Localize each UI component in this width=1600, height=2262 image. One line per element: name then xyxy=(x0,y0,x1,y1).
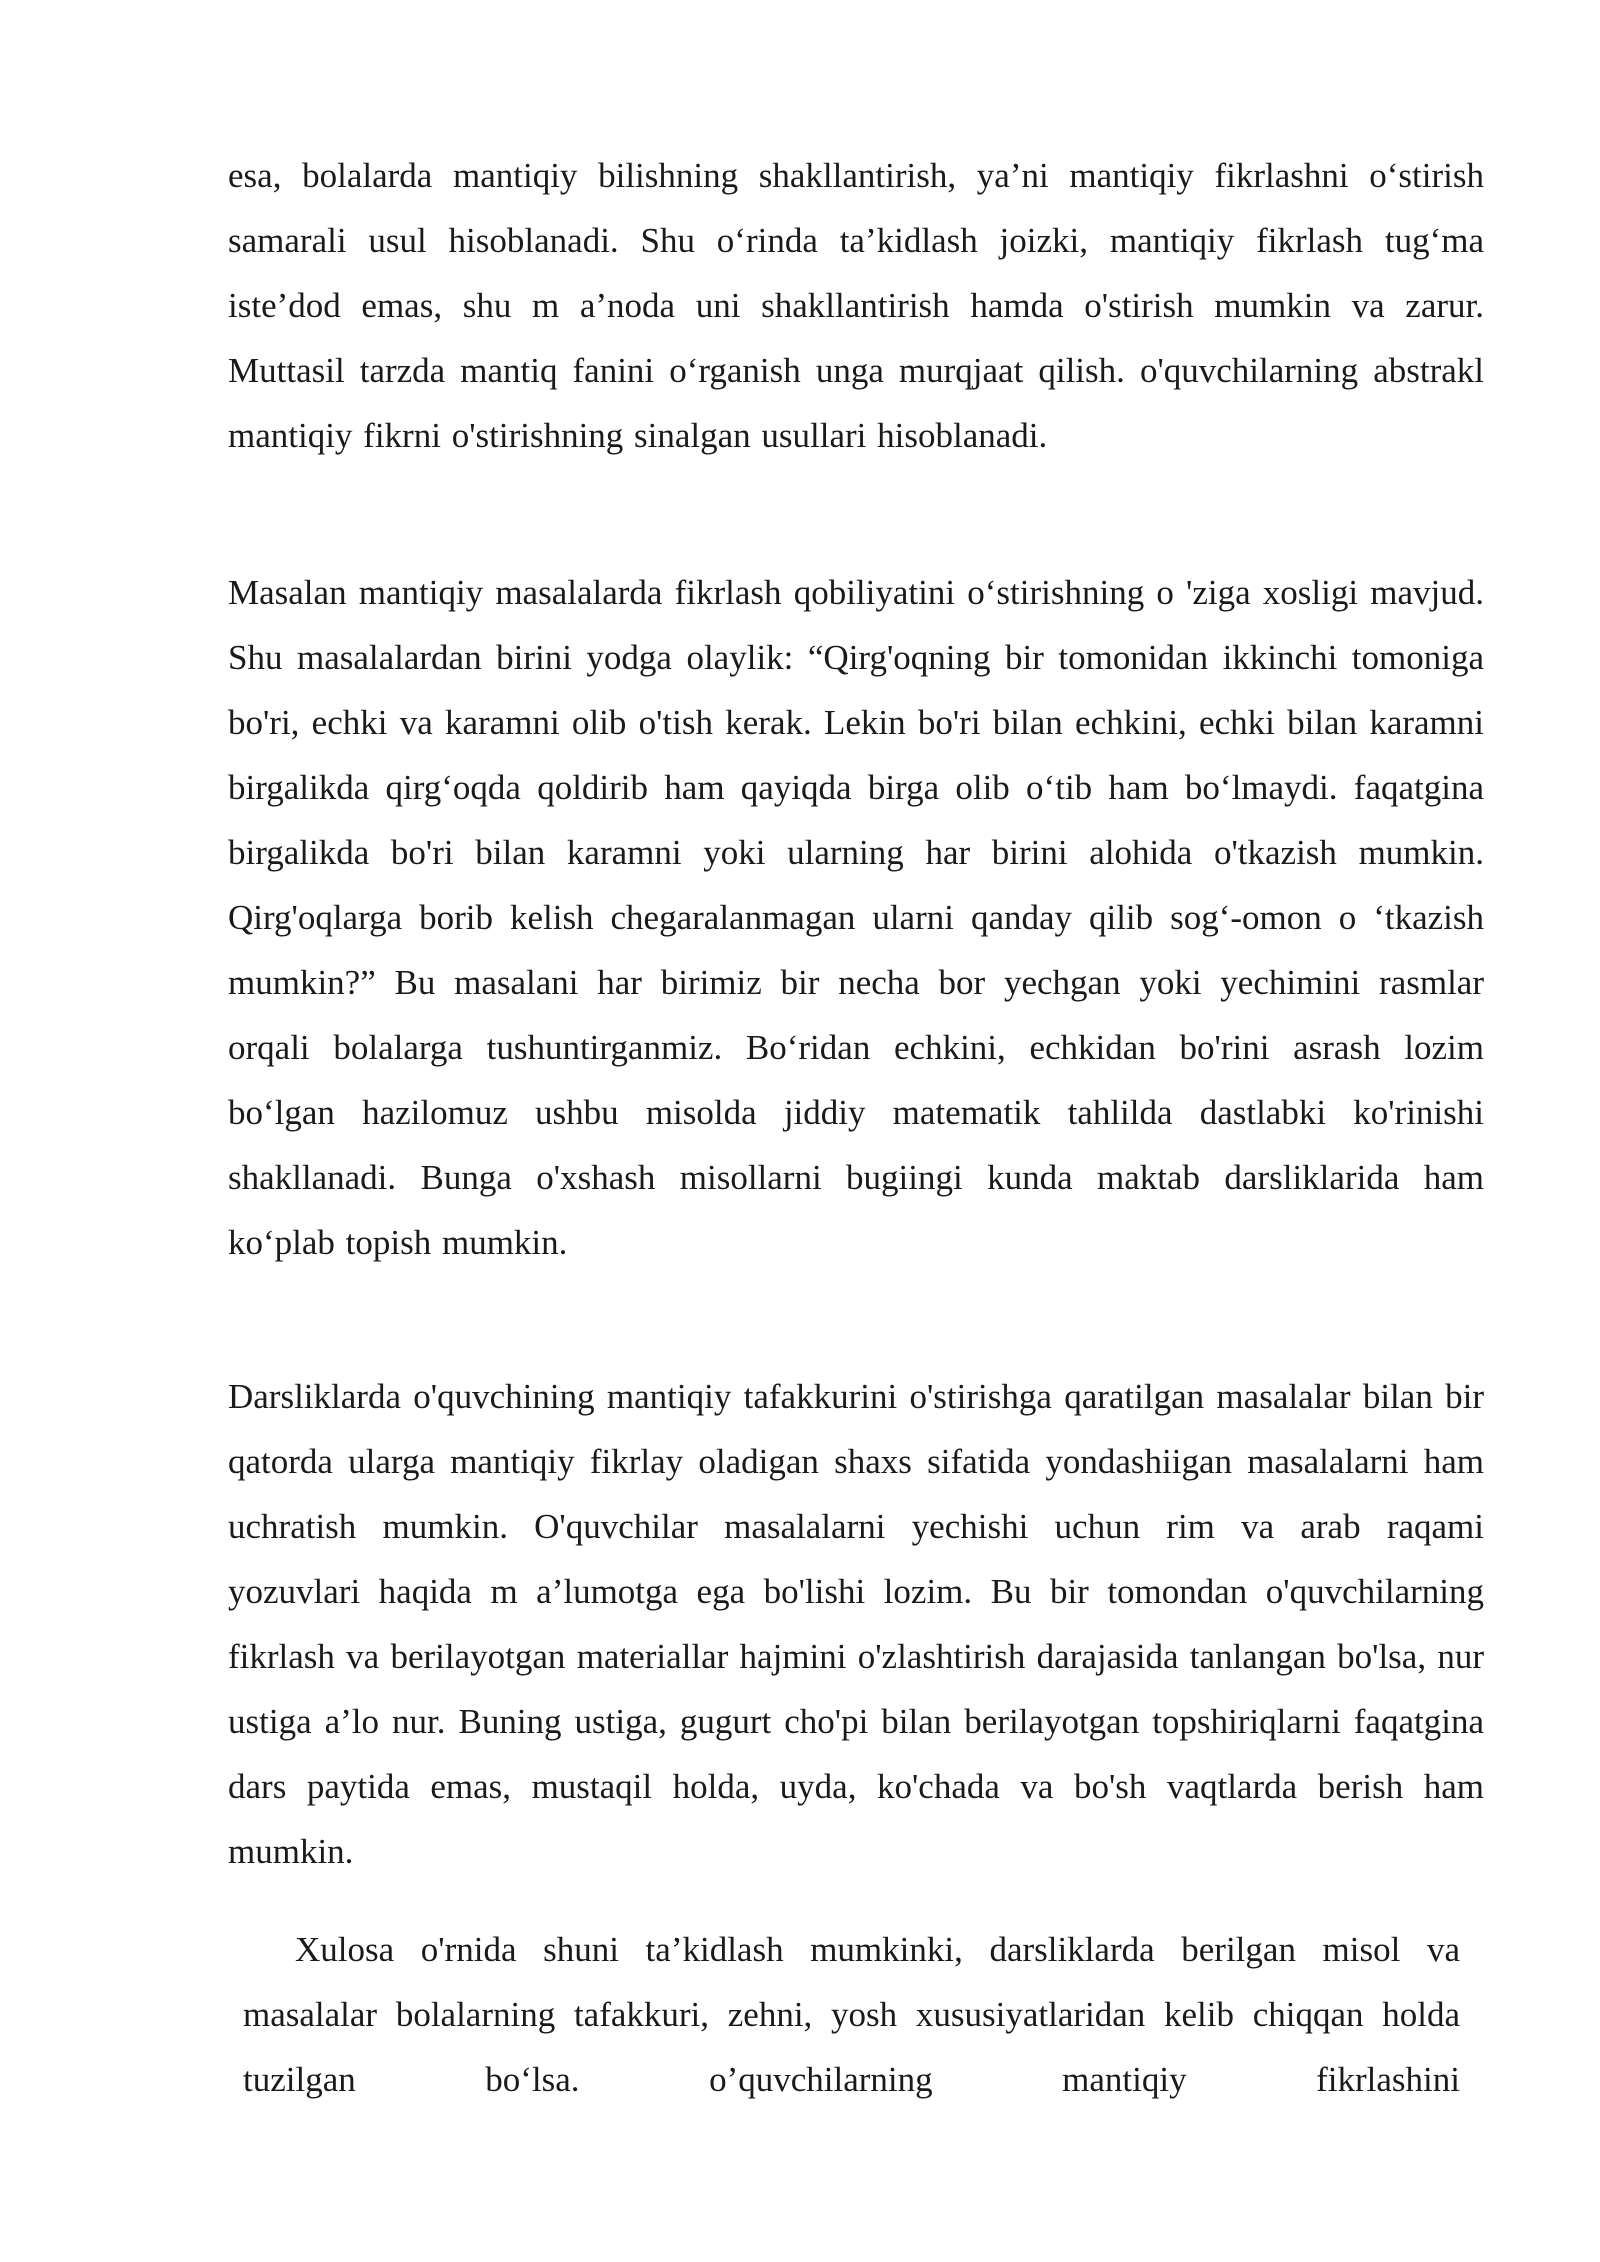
paragraph-3: Darsliklarda o'quvchining mantiqiy tafakkurini o'stirishga qaratilgan masalalar bilan bir qatorda ularga mantiqiy fikrlay oladigan shaxs sifatida yondashiigan masalalarni ham uchratish mumkin. O'quvchilar masalalarni yechishi uchun rim va arab raqami yozuvlari haqida m a’lumotga ega bo'lishi lozim. Bu bir tomondan o'quvchilarning fikrlash va berilayotgan materiallar hajmini o'zlashtirish darajasida tanlangan bo'lsa, nur ustiga a’lo nur. Buning ustiga, gugurt cho'pi bilan berilayotgan topshiriqlarni faqatgina dars paytida emas, mustaqil holda, uyda, ko'chada va bo'sh vaqtlarda berish ham mumkin. xyxy=(228,1377,1484,1871)
paragraph-4: Xulosa o'rnida shuni ta’kidlash mumkinki, darsliklarda berilgan misol va masalalar bolalarning tafakkuri, zehni, yosh xususiyatlaridan kelib chiqqan holda tuzilgan bo‘lsa. o’quvchilarning mantiqiy fikrlashini xyxy=(243,1930,1460,2099)
paragraph-1: esa, bolalarda mantiqiy bilishning shakllantirish, ya’ni mantiqiy fikrlashni o‘stirish samarali usul hisoblanadi. Shu o‘rinda ta’kidlash joizki, mantiqiy fikrlash tug‘ma iste’dod emas, shu m a’noda uni shakllantirish hamda o'stirish mumkin va zarur. Muttasil tarzda mantiq fanini o‘rganish unga murqjaat qilish. o'quvchilarning abstrakl mantiqiy fikrni o'stirishning sinalgan usullari hisoblanadi. xyxy=(228,156,1484,455)
paragraph-2: Masalan mantiqiy masalalarda fikrlash qobiliyatini o‘stirishning o 'ziga xosligi mavjud. Shu masalalardan birini yodga olaylik: “Qirg'oqning bir tomonidan ikkinchi tomoniga bo'ri, echki va karamni olib o'tish kerak. Lekin bo'ri bilan echkini, echki bilan karamni birgalikda qirg‘oqda qoldirib ham qayiqda birga olib o‘tib ham bo‘lmaydi. faqatgina birgalikda bo'ri bilan karamni yoki ularning har birini alohida o'tkazish mumkin. Qirg'oqlarga borib kelish chegaralanmagan ularni qanday qilib sog‘-omon o ‘tkazish mumkin?” Bu masalani har birimiz bir necha bor yechgan yoki yechimini rasmlar orqali bolalarga tushuntirganmiz. Bo‘ridan echkini, echkidan bo'rini asrash lozim bo‘lgan hazilomuz ushbu misolda jiddiy matematik tahlilda dastlabki ko'rinishi shakllanadi. Bunga o'xshash misollarni bugiingi kunda maktab darsliklarida ham ko‘plab topish mumkin. xyxy=(228,573,1484,1262)
